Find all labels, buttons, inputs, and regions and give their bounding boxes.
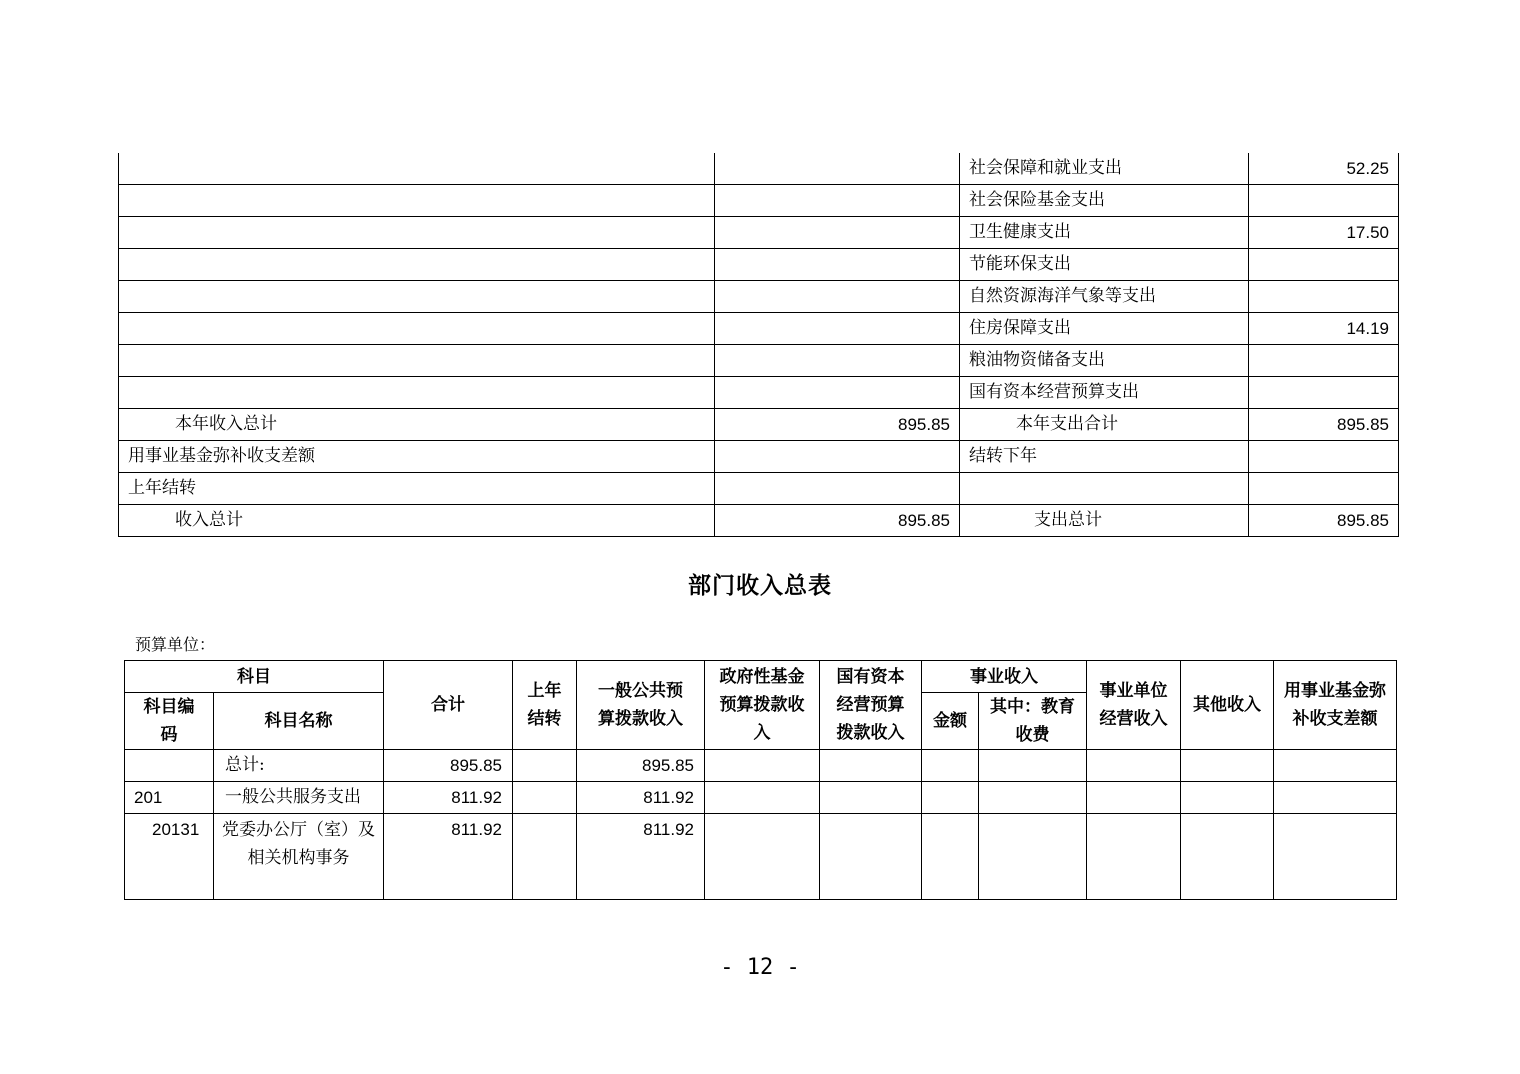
general-budget-cell: 811.92 bbox=[577, 814, 705, 900]
expense-amount-cell: 52.25 bbox=[1249, 153, 1399, 185]
table-row bbox=[119, 185, 1399, 217]
income-item-cell bbox=[119, 377, 715, 409]
last-year-carry-row bbox=[119, 473, 1399, 505]
empty-cell bbox=[1087, 750, 1181, 782]
general-budget-cell: 811.92 bbox=[577, 782, 705, 814]
expense-item-cell: 社会保险基金支出 bbox=[960, 185, 1249, 217]
header-other-income: 其他收入 bbox=[1181, 661, 1274, 750]
table-row bbox=[125, 814, 1397, 900]
header-subject-code: 科目编码 bbox=[125, 693, 214, 750]
income-table-title: 部门收入总表 bbox=[688, 572, 832, 599]
income-total-label: 收入总计 bbox=[119, 505, 715, 537]
header-edu-fee: 其中：教育收费 bbox=[979, 693, 1087, 750]
income-total-value: 895.85 bbox=[715, 505, 960, 537]
fund-cover-row bbox=[119, 441, 1399, 473]
empty-cell bbox=[1087, 814, 1181, 900]
table-row bbox=[119, 313, 1399, 345]
empty-cell bbox=[922, 750, 979, 782]
empty-cell bbox=[922, 814, 979, 900]
year-expense-total-value: 895.85 bbox=[1249, 409, 1399, 441]
subject-code-cell bbox=[125, 750, 214, 782]
header-state-capital: 国有资本经营预算拨款收入 bbox=[820, 661, 922, 750]
header-row bbox=[125, 661, 1397, 693]
empty-cell bbox=[705, 782, 820, 814]
header-subject: 科目 bbox=[125, 661, 384, 693]
subject-name-cell: 总计: bbox=[214, 750, 384, 782]
income-item-cell bbox=[119, 281, 715, 313]
income-amount-cell bbox=[715, 281, 960, 313]
table-row bbox=[119, 217, 1399, 249]
header-general-budget: 一般公共预算拨款收入 bbox=[577, 661, 705, 750]
year-expense-total-label: 本年支出合计 bbox=[960, 409, 1249, 441]
income-amount-cell bbox=[715, 153, 960, 185]
subject-name-cell: 党委办公厅（室）及相关机构事务 bbox=[214, 814, 384, 900]
budget-unit-label: 预算单位： bbox=[135, 635, 216, 654]
last-year-carry-cell bbox=[513, 750, 577, 782]
income-item-cell bbox=[119, 313, 715, 345]
income-amount-cell bbox=[715, 345, 960, 377]
subject-code-cell: 20131 bbox=[125, 814, 214, 900]
empty-cell bbox=[960, 473, 1249, 505]
empty-cell bbox=[979, 750, 1087, 782]
empty-cell bbox=[1181, 750, 1274, 782]
expense-amount-cell bbox=[1249, 377, 1399, 409]
table-row bbox=[119, 249, 1399, 281]
header-last-year-carry: 上年结转 bbox=[513, 661, 577, 750]
expense-amount-cell bbox=[1249, 345, 1399, 377]
expense-item-cell: 住房保障支出 bbox=[960, 313, 1249, 345]
year-total-row bbox=[119, 409, 1399, 441]
page-number: - 12 - bbox=[720, 955, 800, 980]
expense-amount-cell bbox=[1249, 185, 1399, 217]
empty-cell bbox=[1181, 782, 1274, 814]
subject-name-cell: 一般公共服务支出 bbox=[214, 782, 384, 814]
last-year-carry-cell bbox=[513, 782, 577, 814]
empty-cell bbox=[1181, 814, 1274, 900]
empty-cell bbox=[1087, 782, 1181, 814]
income-amount-cell bbox=[715, 185, 960, 217]
table-row bbox=[125, 782, 1397, 814]
empty-cell bbox=[1274, 814, 1397, 900]
last-year-carry-label: 上年结转 bbox=[119, 473, 715, 505]
empty-cell bbox=[922, 782, 979, 814]
total-cell: 811.92 bbox=[384, 814, 513, 900]
header-business-income: 事业收入 bbox=[922, 661, 1087, 693]
expense-amount-cell: 14.19 bbox=[1249, 313, 1399, 345]
year-income-total-label: 本年收入总计 bbox=[119, 409, 715, 441]
budget-summary-table bbox=[118, 153, 1399, 537]
empty-cell bbox=[820, 814, 922, 900]
empty-cell bbox=[979, 782, 1087, 814]
expense-item-cell: 自然资源海洋气象等支出 bbox=[960, 281, 1249, 313]
header-subject-name: 科目名称 bbox=[214, 693, 384, 750]
header-gov-fund: 政府性基金预算拨款收入 bbox=[705, 661, 820, 750]
expense-item-cell: 卫生健康支出 bbox=[960, 217, 1249, 249]
table-row bbox=[119, 345, 1399, 377]
income-item-cell bbox=[119, 217, 715, 249]
expense-amount-cell bbox=[1249, 249, 1399, 281]
expense-item-cell: 社会保障和就业支出 bbox=[960, 153, 1249, 185]
empty-cell bbox=[1274, 782, 1397, 814]
table-row bbox=[119, 377, 1399, 409]
expense-amount-cell bbox=[1249, 281, 1399, 313]
header-amount: 金额 bbox=[922, 693, 979, 750]
income-amount-cell bbox=[715, 217, 960, 249]
general-budget-cell: 895.85 bbox=[577, 750, 705, 782]
department-income-table bbox=[124, 660, 1397, 900]
year-income-total-value: 895.85 bbox=[715, 409, 960, 441]
income-item-cell bbox=[119, 345, 715, 377]
subject-code-cell: 201 bbox=[125, 782, 214, 814]
income-amount-cell bbox=[715, 313, 960, 345]
expense-item-cell: 国有资本经营预算支出 bbox=[960, 377, 1249, 409]
empty-cell bbox=[705, 750, 820, 782]
expense-total-label: 支出总计 bbox=[960, 505, 1249, 537]
header-unit-operating: 事业单位经营收入 bbox=[1087, 661, 1181, 750]
empty-cell bbox=[1249, 473, 1399, 505]
fund-cover-label: 用事业基金弥补收支差额 bbox=[119, 441, 715, 473]
expense-amount-cell: 17.50 bbox=[1249, 217, 1399, 249]
empty-cell bbox=[705, 814, 820, 900]
income-item-cell bbox=[119, 185, 715, 217]
table-row bbox=[119, 281, 1399, 313]
grand-total-row bbox=[119, 505, 1399, 537]
income-item-cell bbox=[119, 249, 715, 281]
table-row bbox=[119, 153, 1399, 185]
table-row bbox=[125, 750, 1397, 782]
header-fund-cover: 用事业基金弥补收支差额 bbox=[1274, 661, 1397, 750]
income-item-cell bbox=[119, 153, 715, 185]
total-cell: 811.92 bbox=[384, 782, 513, 814]
carry-next-value bbox=[1249, 441, 1399, 473]
expense-total-value: 895.85 bbox=[1249, 505, 1399, 537]
header-total: 合计 bbox=[384, 661, 513, 750]
expense-item-cell: 粮油物资储备支出 bbox=[960, 345, 1249, 377]
empty-cell bbox=[820, 782, 922, 814]
empty-cell bbox=[1274, 750, 1397, 782]
carry-next-label: 结转下年 bbox=[960, 441, 1249, 473]
last-year-carry-value bbox=[715, 473, 960, 505]
expense-item-cell: 节能环保支出 bbox=[960, 249, 1249, 281]
empty-cell bbox=[820, 750, 922, 782]
income-amount-cell bbox=[715, 377, 960, 409]
income-amount-cell bbox=[715, 249, 960, 281]
fund-cover-value bbox=[715, 441, 960, 473]
empty-cell bbox=[979, 814, 1087, 900]
last-year-carry-cell bbox=[513, 814, 577, 900]
total-cell: 895.85 bbox=[384, 750, 513, 782]
